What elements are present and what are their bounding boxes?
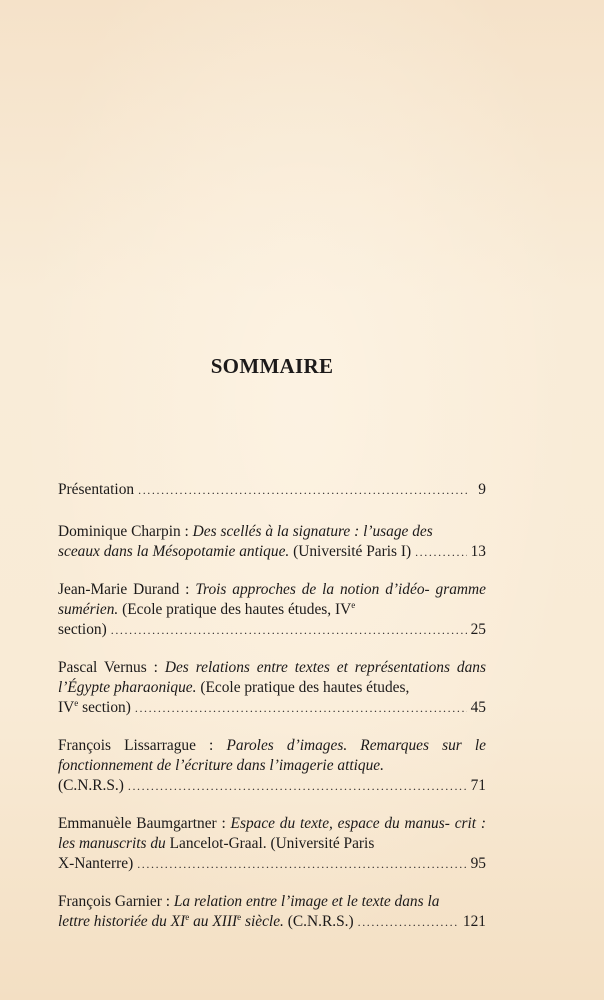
entry-title: Espace du texte, espace du manus- — [230, 815, 450, 832]
toc-entry-text — [58, 658, 486, 698]
toc-entry-text — [58, 814, 486, 854]
page-number: 121 — [462, 913, 486, 930]
toc-entry[interactable] — [58, 736, 486, 796]
entry-title: siècle. — [245, 913, 284, 930]
toc-entry[interactable] — [58, 658, 486, 718]
toc-entry-text — [58, 736, 486, 776]
entry-title-line — [58, 542, 411, 562]
entry-affiliation: (Ecole pratique des hautes études, — [200, 679, 410, 696]
toc-entry[interactable] — [58, 480, 486, 500]
toc-entry-line — [58, 776, 486, 796]
toc-entry-line — [58, 480, 486, 500]
toc-entry-line — [58, 698, 486, 718]
page-title: SOMMAIRE — [210, 354, 334, 378]
dot-leader — [358, 912, 459, 932]
entry-title: Présentation — [58, 481, 135, 498]
entry-author: Dominique Charpin : — [58, 523, 189, 540]
entry-affiliation: (C.N.R.S.) — [287, 913, 354, 930]
entry-affiliation: section) — [58, 621, 107, 638]
toc-entry-line — [58, 542, 486, 562]
toc-entry-line — [58, 620, 486, 640]
dot-leader — [128, 776, 467, 796]
dot-leader — [111, 620, 467, 640]
entry-affiliation-line — [58, 698, 131, 718]
entry-title: sceaux dans la Mésopotamie antique. — [58, 543, 290, 560]
table-of-contents — [58, 480, 486, 950]
page-number: 13 — [470, 543, 486, 560]
entry-title: La relation entre l’image et le texte dans la — [173, 893, 440, 910]
page-number: 45 — [470, 699, 486, 716]
toc-entry-line — [58, 854, 486, 874]
entry-title: gramme sumérien. — [58, 581, 486, 618]
superscript: e — [185, 912, 190, 922]
entry-title: Des scellés à la signature : l’usage des — [192, 523, 433, 540]
page-number: 95 — [470, 855, 486, 872]
dot-leader — [137, 854, 466, 874]
entry-title: dans l’Égypte pharaonique. — [58, 659, 486, 696]
entry-affiliation: IV — [58, 699, 75, 716]
entry-author: François Garnier : — [58, 893, 170, 910]
page-number: 71 — [470, 777, 486, 794]
toc-entry-text — [58, 892, 486, 912]
entry-author: Jean-Marie Durand : — [58, 581, 190, 598]
entry-affiliation: (Ecole pratique des hautes études, IV — [122, 601, 352, 618]
entry-author: Emmanuèle Baumgartner : — [58, 815, 226, 832]
century-numeral: XIII — [212, 913, 238, 930]
entry-affiliation: Lancelot-Graal. (Université Paris — [169, 835, 375, 852]
entry-affiliation: X-Nanterre) — [58, 855, 134, 872]
toc-entry-line — [58, 912, 486, 932]
dot-leader — [138, 480, 468, 500]
entry-title: crit : les manuscrits du — [58, 815, 486, 852]
superscript: e — [237, 912, 242, 922]
dot-leader — [135, 698, 467, 718]
toc-entry[interactable] — [58, 892, 486, 932]
entry-title: lettre historiée du — [58, 913, 167, 930]
century-numeral: XI — [170, 913, 186, 930]
toc-entry[interactable] — [58, 814, 486, 874]
entry-title-line — [58, 912, 354, 932]
entry-title: Des relations entre textes et représentations — [164, 659, 450, 676]
entry-author: Pascal Vernus : — [58, 659, 158, 676]
toc-entry-text — [58, 580, 486, 620]
superscript: e — [351, 600, 356, 610]
entry-title: fonctionnement de l’écriture dans l’imagerie attique. — [58, 757, 384, 774]
entry-affiliation: (C.N.R.S.) — [58, 777, 124, 794]
toc-entry[interactable] — [58, 522, 486, 562]
entry-title: Trois approches de la notion d’idéo- — [195, 581, 430, 598]
entry-affiliation: section) — [82, 699, 131, 716]
entry-author: François Lissarrague : — [58, 737, 214, 754]
toc-entry-text — [58, 522, 486, 542]
entry-title: au — [193, 913, 209, 930]
entry-title: Paroles d’images. Remarques sur le — [226, 737, 487, 754]
entry-affiliation: (Université Paris I) — [293, 543, 412, 560]
page-number: 25 — [470, 621, 486, 638]
toc-entry[interactable] — [58, 580, 486, 640]
page-number: 9 — [478, 481, 486, 498]
superscript: e — [74, 698, 79, 708]
dot-leader — [415, 542, 467, 562]
